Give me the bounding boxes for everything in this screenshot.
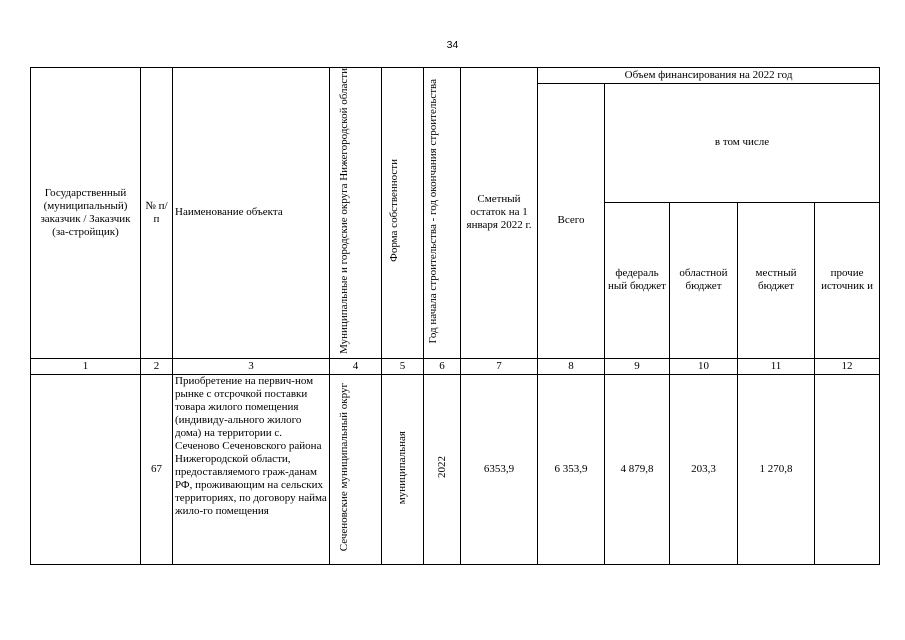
row-remainder: 6353,9 [461, 374, 538, 564]
row-ownership: муниципальная [396, 430, 409, 504]
row-years: 2022 [435, 456, 448, 479]
row-number: 67 [141, 374, 173, 564]
column-number: 3 [173, 358, 330, 374]
header-local: местный бюджет [738, 202, 815, 358]
column-number: 6 [424, 358, 461, 374]
header-federal: федераль ный бюджет [605, 202, 670, 358]
header-number: № п/п [141, 68, 173, 359]
header-municipality-cell [330, 68, 382, 359]
row-other [815, 374, 880, 564]
header-regional: областной бюджет [670, 202, 738, 358]
row-municipality: Сеченовские муниципальный округ [337, 383, 350, 552]
column-number: 10 [670, 358, 738, 374]
column-number: 4 [330, 358, 382, 374]
header-years-cell [424, 68, 461, 359]
header-ownership: Форма собственности [387, 159, 400, 263]
header-other: прочие источник и [815, 202, 880, 358]
header-years: Год начала строительства - год окончания строительства [427, 78, 439, 344]
row-years-cell [424, 374, 461, 564]
table-row [31, 374, 880, 564]
column-number: 7 [461, 358, 538, 374]
column-number: 12 [815, 358, 880, 374]
header-object-name: Наименование объекта [173, 68, 330, 359]
header-customer: Государственный (муниципальный) заказчик / Заказчик (за-стройщик) [31, 68, 141, 359]
row-customer [31, 374, 141, 564]
column-number: 1 [31, 358, 141, 374]
header-total: Всего [538, 84, 605, 359]
column-number: 2 [141, 358, 173, 374]
column-number: 9 [605, 358, 670, 374]
row-municipality-cell [330, 374, 382, 564]
header-municipality: Муниципальные и городские округа Нижегородской области [337, 68, 350, 354]
column-number: 8 [538, 358, 605, 374]
row-total: 6 353,9 [538, 374, 605, 564]
financing-table [30, 67, 880, 565]
page-number: 34 [446, 39, 459, 51]
row-regional: 203,3 [670, 374, 738, 564]
column-number: 5 [382, 358, 424, 374]
row-ownership-cell [382, 374, 424, 564]
header-including: в том числе [605, 84, 880, 203]
row-object-name: Приобретение на первич-ном рынке с отсрочкой поставки товара жилого помещения (индивиду-ального жилого дома) на территории с. Сеченово Сеченовского района Нижегородской области, предоставляемого граж-данам РФ, проживающим на сельских территориях, по договору найма жило-го помещения [173, 374, 330, 564]
row-local: 1 270,8 [738, 374, 815, 564]
column-number: 11 [738, 358, 815, 374]
row-federal: 4 879,8 [605, 374, 670, 564]
header-row-1 [31, 68, 880, 84]
header-ownership-cell [382, 68, 424, 359]
column-number-row [31, 358, 880, 374]
header-financing: Объем финансирования на 2022 год [538, 68, 880, 84]
header-remainder: Сметный остаток на 1 января 2022 г. [461, 68, 538, 359]
